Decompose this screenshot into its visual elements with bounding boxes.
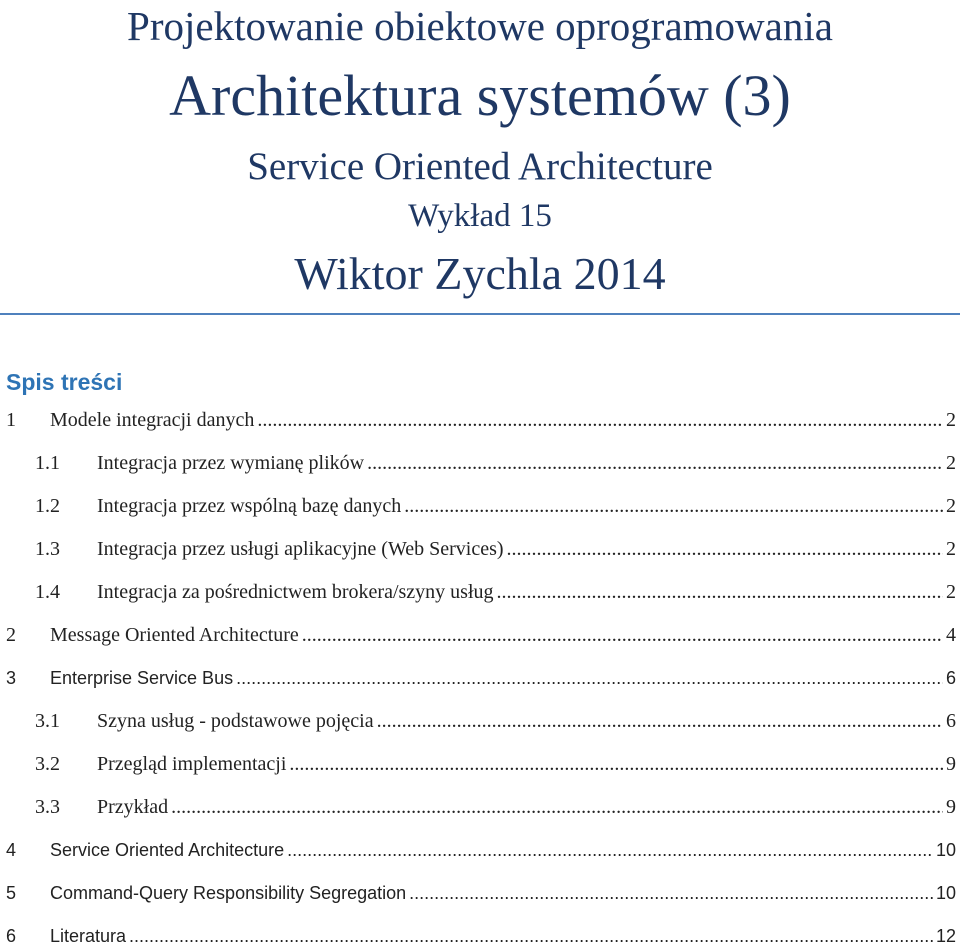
lecture-number: Wykład 15 — [408, 198, 552, 234]
toc-entry-title[interactable]: Literatura — [50, 925, 127, 943]
toc-entry-number: 3.2 — [35, 752, 60, 775]
toc-entry-title[interactable]: Przegląd implementacji — [97, 752, 287, 775]
toc-entry-number: 1 — [6, 408, 16, 431]
toc-entry-page[interactable]: 2 — [946, 580, 956, 603]
toc-entry-number: 1.1 — [35, 451, 60, 474]
title-divider — [0, 313, 960, 315]
toc-entry-title[interactable]: Integracja przez wspólną bazę danych — [97, 494, 402, 517]
toc-dot-leader — [409, 883, 933, 904]
toc-entry-title[interactable]: Przykład — [97, 795, 169, 818]
toc-entry-title[interactable]: Service Oriented Architecture — [50, 839, 285, 860]
toc-dot-leader — [302, 624, 943, 647]
toc-entry-5[interactable] — [0, 873, 960, 913]
toc-entry-1-4[interactable] — [0, 572, 960, 612]
toc-entry-title[interactable]: Integracja za pośrednictwem brokera/szyny usług — [97, 580, 494, 603]
toc-entry-number: 3 — [6, 667, 17, 688]
toc-entry-title[interactable]: Command-Query Responsibility Segregation — [50, 882, 407, 903]
lecture-title: Architektura systemów (3) — [169, 63, 791, 128]
toc-entry-3-3[interactable] — [0, 787, 960, 827]
toc-entry-number: 6 — [6, 925, 17, 943]
toc-entry-number: 3.3 — [35, 795, 60, 818]
toc-entry-number: 3.1 — [35, 709, 60, 732]
toc-entry-page[interactable]: 2 — [946, 451, 956, 474]
toc-entry-page[interactable]: 9 — [946, 752, 956, 775]
course-title: Projektowanie obiektowe oprogramowania — [127, 3, 833, 49]
toc-entry-page[interactable]: 2 — [946, 537, 956, 560]
toc-entry-title[interactable]: Integracja przez wymianę plików — [97, 451, 365, 474]
toc-entry-title[interactable]: Szyna usług - podstawowe pojęcia — [97, 709, 374, 732]
toc-entry-page[interactable]: 2 — [946, 408, 956, 431]
author-year: Wiktor Zychla 2014 — [294, 248, 666, 299]
toc-entry-3-2[interactable] — [0, 744, 960, 784]
toc-entry-1-1[interactable] — [0, 443, 960, 483]
toc-entry-page[interactable]: 10 — [935, 839, 956, 860]
toc-entry-6[interactable] — [0, 916, 960, 943]
toc-entry-page[interactable]: 2 — [946, 494, 956, 517]
toc-dot-leader — [367, 452, 943, 475]
toc-dot-leader — [497, 581, 943, 604]
toc-entry-number: 4 — [6, 839, 17, 860]
toc-dot-leader — [287, 840, 933, 861]
toc-entry-title[interactable]: Modele integracji danych — [50, 408, 255, 431]
toc-entry-3[interactable] — [0, 658, 960, 698]
toc-entry-number: 2 — [6, 623, 16, 646]
toc-dot-leader — [236, 668, 943, 689]
toc-entry-number: 1.2 — [35, 494, 60, 517]
toc-entry-page[interactable]: 9 — [946, 795, 956, 818]
toc-entry-page[interactable]: 10 — [935, 882, 956, 903]
toc-entry-3-1[interactable] — [0, 701, 960, 741]
toc-dot-leader — [171, 796, 943, 819]
lecture-subtitle: Service Oriented Architecture — [247, 145, 713, 188]
toc-dot-leader — [507, 538, 943, 561]
toc-entry-number: 1.3 — [35, 537, 60, 560]
toc-entry-number: 5 — [6, 882, 17, 903]
toc-entry-title[interactable]: Integracja przez usługi aplikacyjne (Web Services) — [97, 537, 504, 560]
toc-dot-leader — [129, 926, 933, 943]
toc-entry-page[interactable]: 6 — [946, 709, 956, 732]
toc-dot-leader — [404, 495, 943, 518]
toc-heading: Spis treści — [6, 369, 123, 395]
toc-dot-leader — [257, 409, 943, 432]
toc-entry-page[interactable]: 12 — [935, 925, 956, 943]
toc-entry-1[interactable] — [0, 400, 960, 440]
toc-entry-title[interactable]: Message Oriented Architecture — [50, 623, 299, 646]
toc-entry-title[interactable]: Enterprise Service Bus — [50, 667, 234, 688]
toc-entry-1-2[interactable] — [0, 486, 960, 526]
toc-entry-4[interactable] — [0, 830, 960, 870]
toc-entry-2[interactable] — [0, 615, 960, 655]
toc-entry-1-3[interactable] — [0, 529, 960, 569]
toc-entry-page[interactable]: 6 — [945, 667, 956, 688]
toc-entry-number: 1.4 — [35, 580, 60, 603]
toc-entry-page[interactable]: 4 — [946, 623, 956, 646]
toc-dot-leader — [377, 710, 943, 733]
toc-dot-leader — [289, 753, 943, 776]
